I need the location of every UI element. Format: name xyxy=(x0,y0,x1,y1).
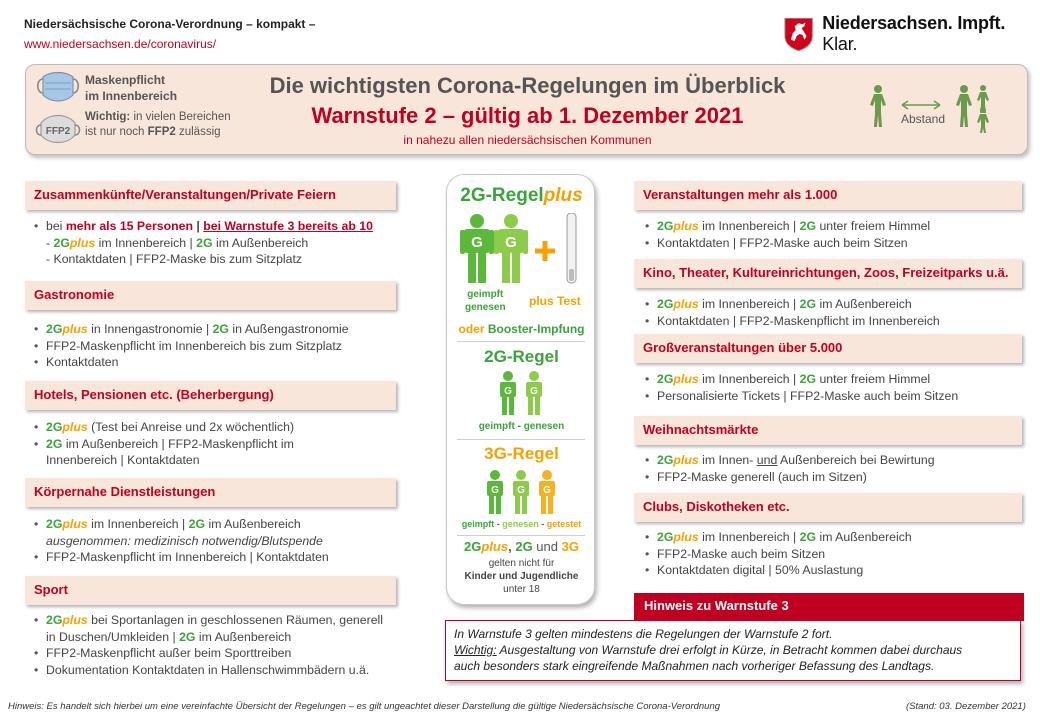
rules-legend-box xyxy=(446,174,595,605)
note-line2a: ist nur noch xyxy=(85,126,148,138)
list-item: • 2Gplus im Innenbereich | 2G unter freiem Himmel xyxy=(645,371,1025,388)
list-item: • 2Gplus (Test bei Anreise und 2x wöchentlich) xyxy=(34,419,414,436)
page-subtitle-scope: in nahezu allen niedersächsischen Kommunen xyxy=(403,133,652,147)
section-body-services-body xyxy=(34,516,414,566)
section-hotels-body xyxy=(34,419,414,469)
page-title: Die wichtigsten Corona-Regelungen im Überblick xyxy=(269,73,786,98)
note-line2b: FFP2 xyxy=(147,126,176,138)
warnstufe3-title: Hinweis zu Warnstufe 3 xyxy=(634,593,1024,621)
note-bold: Wichtig: xyxy=(85,111,131,123)
note-line2c: zulässig xyxy=(175,126,221,138)
section-clubs-body xyxy=(645,529,1025,579)
list-item: • Dokumentation Kontaktdaten in Hallenschwimmbädern u.ä. xyxy=(34,662,424,679)
list-item: • 2Gplus im Innenbereich | 2G im Außenbereich xyxy=(34,516,414,533)
rule-2g-plus-title: 2G-Regelplus xyxy=(460,185,583,206)
section-title-sport: Sport xyxy=(25,576,396,605)
warnstufe3-note xyxy=(445,620,1021,681)
list-item: • 2Gplus im Innen- und Außenbereich bei Bewirtung xyxy=(645,452,1025,469)
header-panel xyxy=(25,64,1028,155)
page-subtitle: Warnstufe 2 – gültig ab 1. Dezember 2021 xyxy=(311,103,744,128)
list-item: • FFP2-Maskenpflicht außer beim Sporttreiben xyxy=(34,645,424,662)
list-item: • Personalisierte Tickets | FFP2-Maske auch beim Sitzen xyxy=(645,388,1025,405)
list-item: in Duschen/Umkleiden | 2G im Außenbereich xyxy=(46,629,292,644)
list-item: • Kontaktdaten digital | 50% Auslastung xyxy=(645,562,1025,579)
footer-disclaimer: Hinweis: Es handelt sich hierbei um eine vereinfachte Übersicht der Regelungen – es gilt ungeachtet dieser Darstellung die gültige Niedersächsische Corona-Verordnung xyxy=(8,701,721,712)
section-sport-body xyxy=(34,612,424,678)
list-item: - 2Gplus im Innenbereich | 2G im Außenbereich xyxy=(46,235,309,250)
section-title-christmas-markets: Weihnachtsmärkte xyxy=(634,416,1022,445)
footer-date: (Stand: 03. Dezember 2021) xyxy=(906,701,1026,712)
3g-persons-icon xyxy=(483,470,561,514)
list-item: • FFP2-Maske auch beim Sitzen xyxy=(645,546,1025,563)
list-item: - Kontaktdaten | FFP2-Maske bis zum Sitzplatz xyxy=(46,252,303,266)
list-item: • FFP2-Maske generell (auch im Sitzen) xyxy=(645,469,1025,486)
list-item: • 2Gplus im Innenbereich | 2G unter freiem Himmel xyxy=(645,218,1025,235)
logo-text-klar: Klar. xyxy=(822,34,858,54)
section-title-culture: Kino, Theater, Kultureinrichtungen, Zoos, Freizeitparks u.ä. xyxy=(634,259,1022,288)
niedersachsen-logo xyxy=(783,13,1040,55)
person-letter: G xyxy=(505,234,517,251)
section-title-clubs: Clubs, Diskotheken etc. xyxy=(634,493,1022,522)
section-culture-body xyxy=(645,296,1025,329)
divider xyxy=(457,439,585,440)
list-item: • 2Gplus im Innenbereich | 2G im Außenbereich xyxy=(645,529,1025,546)
horse-coat-of-arms-icon xyxy=(783,16,814,52)
distance-label: Abstand xyxy=(901,112,946,126)
booster-label: oder Booster-Impfung xyxy=(458,322,585,336)
website-link[interactable]: www.niedersachsen.de/coronavirus/ xyxy=(24,37,217,51)
section-gastronomy-body xyxy=(34,321,414,371)
section-events-1000-body xyxy=(645,218,1025,251)
2g-plus-persons-icon xyxy=(459,213,587,285)
mask-title-line1: Maskenpflicht xyxy=(85,73,166,87)
3g-labels: geimpft - genesen - getestet xyxy=(461,519,582,529)
logo-text: Niedersachsen. Impft. xyxy=(822,13,1006,33)
section-title-body-services: Körpernahe Dienstleistungen xyxy=(25,478,396,507)
person-letter: G xyxy=(491,485,499,496)
list-item: • Kontaktdaten xyxy=(34,354,414,371)
person-letter: G xyxy=(543,485,551,496)
ffp2-label: FFP2 xyxy=(45,126,71,137)
warn3-line3: auch besonders stark eingreifende Maßnahmen nach vorheriger Befassung des Landtags. xyxy=(454,659,935,673)
rule-3g-title: 3G-Regel xyxy=(484,444,559,463)
section-title-gastronomy: Gastronomie xyxy=(25,281,396,310)
section-title-hotels: Hotels, Pensionen etc. (Beherbergung) xyxy=(25,381,396,410)
warn3-line2: Wichtig: Ausgestaltung von Warnstufe drei erfolgt in Kürze, in Betracht kommen dabei durchaus xyxy=(454,643,963,657)
list-item: • Kontaktdaten | FFP2-Maskenpflicht im Innenbereich xyxy=(645,313,1025,330)
plus-test-label: plus Test xyxy=(529,294,581,308)
mask-title-line2: im Innenbereich xyxy=(85,89,178,103)
divider xyxy=(457,341,585,342)
exemption-title: 2Gplus, 2G und 3G xyxy=(464,539,579,554)
list-item: • 2Gplus in Innengastronomie | 2G in Außengastronomie xyxy=(34,321,414,338)
rule-2g-title: 2G-Regel xyxy=(484,347,559,366)
person-letter: G xyxy=(504,386,512,397)
note-line1: in vielen Bereichen xyxy=(130,111,231,123)
person-letter: G xyxy=(530,386,538,397)
list-item: • FFP2-Maskenpflicht im Innenbereich bis zum Sitzplatz xyxy=(34,338,414,355)
section-title-gatherings: Zusammenkünfte/Veranstaltungen/Private Feiern xyxy=(25,181,396,210)
person-letter: G xyxy=(471,234,483,251)
2g-persons-icon xyxy=(496,371,548,415)
list-item: • 2Gplus bei Sportanlagen in geschlossenen Räumen, generell xyxy=(34,612,424,629)
exemption-text: gelten nicht für Kinder und Jugendliche unter 18 xyxy=(464,558,579,595)
document-heading: Niedersächsische Corona-Verordnung – kompakt – xyxy=(24,17,316,31)
2g-plus-labels: geimpft genesen xyxy=(465,289,506,313)
person-letter: G xyxy=(517,485,525,496)
section-large-events-body xyxy=(645,371,1025,404)
section-title-events-1000: Veranstaltungen mehr als 1.000 xyxy=(634,181,1022,210)
list-item: Innenbereich | Kontaktdaten xyxy=(46,453,200,467)
list-item: • FFP2-Maskenpflicht im Innenbereich | Kontaktdaten xyxy=(34,549,414,566)
list-item: • bei mehr als 15 Personen | bei Warnstufe 3 bereits ab 10 xyxy=(34,218,414,235)
warn3-line1: In Warnstufe 3 gelten mindestens die Regelungen der Warnstufe 2 fort. xyxy=(454,627,833,641)
section-christmas-markets-body xyxy=(645,452,1025,485)
divider xyxy=(457,535,585,536)
list-item: ausgenommen: medizinisch notwendig/Blutspende xyxy=(46,533,323,548)
list-item: • Kontaktdaten | FFP2-Maske auch beim Sitzen xyxy=(645,235,1025,252)
section-title-large-events: Großveranstaltungen über 5.000 xyxy=(634,334,1022,363)
section-gatherings-body xyxy=(34,218,414,268)
2g-labels: geimpft - genesen xyxy=(478,421,565,432)
list-item: • 2Gplus im Innenbereich | 2G im Außenbereich xyxy=(645,296,1025,313)
list-item: • 2G im Außenbereich | FFP2-Maskenpflicht im xyxy=(34,436,414,453)
